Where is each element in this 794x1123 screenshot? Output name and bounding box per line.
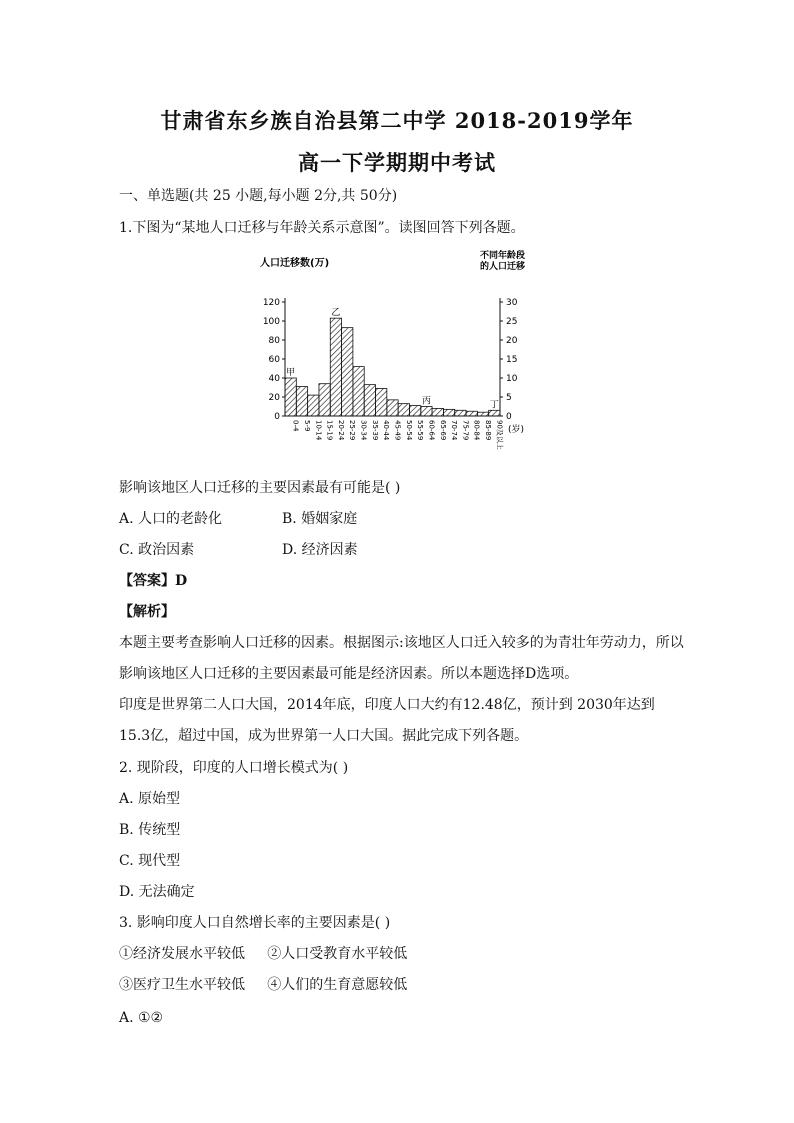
q1-answer: 【答案】D: [119, 573, 188, 589]
q2-stem: 2. 现阶段，印度的人口增长模式为( ): [119, 760, 349, 776]
bar: [319, 384, 330, 416]
y-tick-label-right: 15: [506, 355, 518, 365]
q1-question: 影响该地区人口迁移的主要因素最有可能是( ): [119, 480, 401, 496]
y-tick-label-right: 25: [506, 317, 518, 327]
bar: [409, 406, 420, 416]
x-tick-label: 50-54: [404, 420, 413, 441]
y-tick-label-right: 5: [506, 393, 512, 403]
bar: [330, 318, 341, 416]
q3-option-a: A. ①②: [119, 1010, 164, 1026]
y-tick-label-left: 60: [268, 355, 280, 365]
y-tick-label-right: 30: [506, 298, 518, 308]
migration-age-chart: [250, 250, 550, 465]
q2-option-b: B. 传统型: [119, 822, 181, 838]
y-tick-label-right: 10: [506, 374, 518, 384]
y-tick-label-left: 0: [274, 412, 280, 422]
y-tick-label-left: 100: [262, 317, 280, 327]
y-tick-label-left: 120: [262, 298, 280, 308]
bar-annotation: 丁: [489, 400, 499, 411]
x-tick-label: 55-59: [416, 420, 425, 441]
q1-option-b: B. 婚姻家庭: [282, 511, 358, 527]
bar: [342, 328, 353, 416]
bar: [455, 410, 466, 416]
q3-stem: 3. 影响印度人口自然增长率的主要因素是( ): [119, 915, 391, 931]
q1-option-c: C. 政治因素: [119, 542, 195, 558]
x-tick-label: 65-69: [438, 420, 447, 441]
y-tick-label-left: 40: [268, 374, 280, 384]
q1-analysis-label: 【解析】: [119, 604, 175, 620]
q2-option-c: C. 现代型: [119, 853, 181, 869]
q2-option-d: D. 无法确定: [119, 884, 195, 900]
bar-annotation: 乙: [331, 308, 341, 319]
title-line-2: 高一下学期期中考试: [298, 150, 496, 175]
x-unit: (岁): [508, 425, 525, 435]
y-tick-label-left: 20: [268, 393, 280, 403]
x-tick-label: 70-74: [450, 420, 459, 441]
bar-annotation: 甲: [286, 368, 296, 378]
intro-passage: 印度是世界第二人口大国，2014年底，印度人口大约有12.48亿，预计到 2030年达到 15.3亿，超过中国，成为世界第一人口大国。据此完成下列各题。: [119, 697, 655, 744]
q1-stem: 1.下图为“某地人口迁移与年龄关系示意图”。读图回答下列各题。: [119, 220, 525, 236]
x-tick-label: 45-49: [393, 420, 402, 441]
bar: [443, 409, 454, 416]
bar: [432, 408, 443, 416]
q1-analysis: 本题主要考查影响人口迁移的因素。根据图示:该地区人口迁入较多的为青壮年劳动力，所以影响该地区人口迁移的主要因素最可能是经济因素。所以本题选择D选项。: [119, 635, 684, 682]
x-tick-label: 5-9: [302, 420, 311, 432]
bar: [489, 410, 500, 416]
q3-items-row-2: ③医疗卫生水平较低 ④人们的生育意愿较低: [119, 977, 408, 993]
bar: [296, 387, 307, 416]
y-right-title: 不同年龄段的人口迁移: [480, 251, 526, 272]
x-tick-label: 20-24: [336, 420, 345, 441]
x-tick-label: 35-39: [370, 420, 379, 441]
y-left-title: 人口迁移数(万): [260, 258, 330, 269]
q1-option-a: A. 人口的老龄化: [119, 511, 223, 527]
x-tick-label: 40-44: [382, 420, 391, 441]
bar: [421, 407, 432, 417]
x-tick-label: 90及以上: [495, 420, 504, 450]
x-tick-label: 85-89: [484, 420, 493, 441]
bar: [364, 385, 375, 416]
q1-option-d: D. 经济因素: [282, 542, 358, 558]
bar: [466, 411, 477, 416]
section-heading: 一、单选题(共 25 小题,每小题 2分,共 50分): [119, 188, 398, 204]
bar: [387, 400, 398, 416]
bar: [376, 388, 387, 416]
x-tick-label: 30-34: [359, 420, 368, 441]
bar: [398, 404, 409, 416]
bar: [308, 395, 319, 416]
y-tick-label-right: 20: [506, 336, 518, 346]
q2-option-a: A. 原始型: [119, 791, 181, 807]
x-tick-label: 60-64: [427, 420, 436, 441]
x-tick-label: 0-4: [291, 420, 300, 432]
y-tick-label-right: 0: [506, 412, 512, 422]
y-tick-label-left: 80: [268, 336, 280, 346]
bar: [353, 367, 364, 416]
bar-annotation: 丙: [421, 396, 431, 407]
x-tick-label: 15-19: [325, 420, 334, 441]
q3-items-row-1: ①经济发展水平较低 ②人口受教育水平较低: [119, 946, 408, 962]
x-tick-label: 25-29: [348, 420, 357, 441]
x-tick-label: 10-14: [314, 420, 323, 441]
bar: [477, 412, 488, 416]
title-line-1: 甘肃省东乡族自治县第二中学 2018-2019学年: [160, 108, 634, 133]
x-tick-label: 75-79: [461, 420, 470, 441]
x-tick-label: 80-84: [472, 420, 481, 441]
bar: [285, 378, 296, 416]
